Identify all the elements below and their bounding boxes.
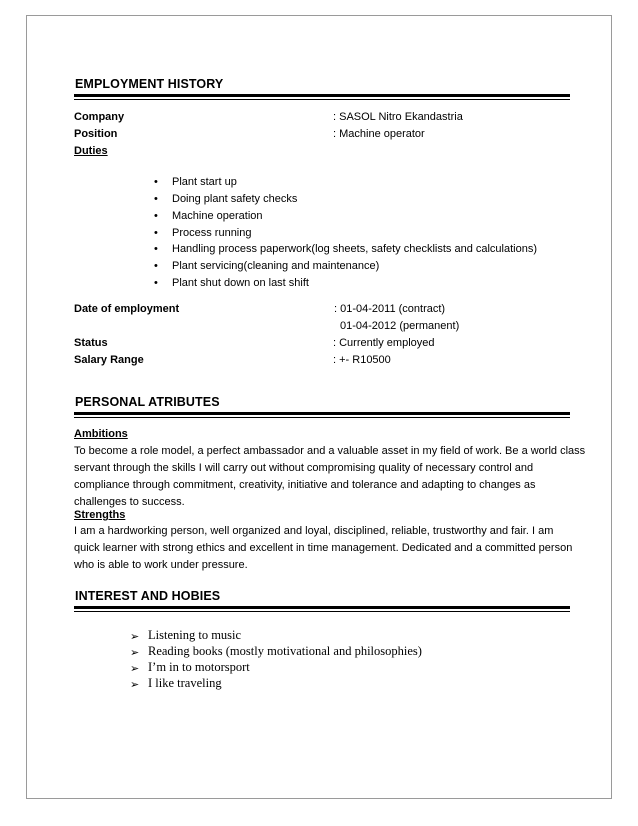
- employment-rule-thin: [74, 99, 570, 100]
- attributes-rule: [74, 412, 570, 415]
- duty-item: Plant shut down on last shift: [172, 277, 309, 289]
- bullet-icon: •: [154, 193, 158, 205]
- attributes-heading: PERSONAL ATRIBUTES: [75, 395, 220, 409]
- employment-heading: EMPLOYMENT HISTORY: [75, 77, 224, 91]
- position-label: Position: [74, 128, 118, 140]
- interest-item: I like traveling: [148, 676, 222, 690]
- duty-item: Process running: [172, 227, 252, 239]
- date-label: Date of employment: [74, 303, 180, 315]
- interest-item: Listening to music: [148, 628, 242, 642]
- strengths-label: Strengths: [74, 509, 126, 521]
- bullet-icon: •: [154, 277, 158, 289]
- date-value-permanent: 01-04-2012 (permanent): [340, 320, 460, 332]
- status-label: Status: [74, 337, 108, 349]
- duty-item: Plant start up: [172, 176, 237, 188]
- interest-item: I’m in to motorsport: [148, 660, 250, 674]
- interests-rule: [74, 606, 570, 609]
- ambitions-line: To become a role model, a perfect ambassador and a valuable asset in my field of work. Be a world class: [74, 445, 586, 457]
- duty-item: Plant servicing(cleaning and maintenance): [172, 260, 380, 272]
- strengths-line: I am a hardworking person, well organized and loyal, disciplined, reliable, trustworthy and fair. I am: [74, 525, 554, 537]
- ambitions-line: challenges to success.: [74, 496, 185, 508]
- attributes-rule-thin: [74, 417, 570, 418]
- strengths-text: [74, 523, 574, 574]
- bullet-icon: •: [154, 176, 158, 188]
- salary-value: : +- R10500: [333, 354, 391, 366]
- interests-heading: INTEREST AND HOBIES: [75, 589, 221, 603]
- strengths-line: quick learner with strong ethics and excellent in time management. Dedicated and a committed person: [74, 542, 573, 554]
- company-value: : SASOL Nitro Ekandastria: [333, 111, 463, 123]
- employment-rule: [74, 94, 570, 97]
- status-value: : Currently employed: [333, 337, 435, 349]
- company-label: Company: [74, 111, 125, 123]
- interest-item: Reading books (mostly motivational and philosophies): [148, 644, 422, 658]
- duty-item: Doing plant safety checks: [172, 193, 298, 205]
- arrow-bullet-icon: ➢: [130, 647, 140, 659]
- arrow-bullet-icon: ➢: [130, 679, 140, 691]
- bullet-icon: •: [154, 260, 158, 272]
- ambitions-text: [74, 443, 586, 511]
- bullet-icon: •: [154, 243, 158, 255]
- ambitions-line: servant through the skills I will carry out without compromising quality of necessary control and: [74, 462, 534, 474]
- ambitions-line: compliance through commitment, creativity, initiative and tolerance and adapting to changes as: [74, 479, 536, 491]
- arrow-bullet-icon: ➢: [130, 663, 140, 675]
- bullet-icon: •: [154, 227, 158, 239]
- salary-label: Salary Range: [74, 354, 144, 366]
- interests-rule-thin: [74, 611, 570, 612]
- duty-item: Machine operation: [172, 210, 263, 222]
- duties-label: Duties: [74, 145, 108, 157]
- ambitions-label: Ambitions: [74, 428, 128, 440]
- arrow-bullet-icon: ➢: [130, 631, 140, 643]
- bullet-icon: •: [154, 210, 158, 222]
- duty-item: Handling process paperwork(log sheets, safety checklists and calculations): [172, 243, 538, 255]
- date-value-contract: : 01-04-2011 (contract): [334, 303, 446, 315]
- position-value: : Machine operator: [333, 128, 425, 140]
- strengths-line: who is able to work under pressure.: [74, 559, 248, 571]
